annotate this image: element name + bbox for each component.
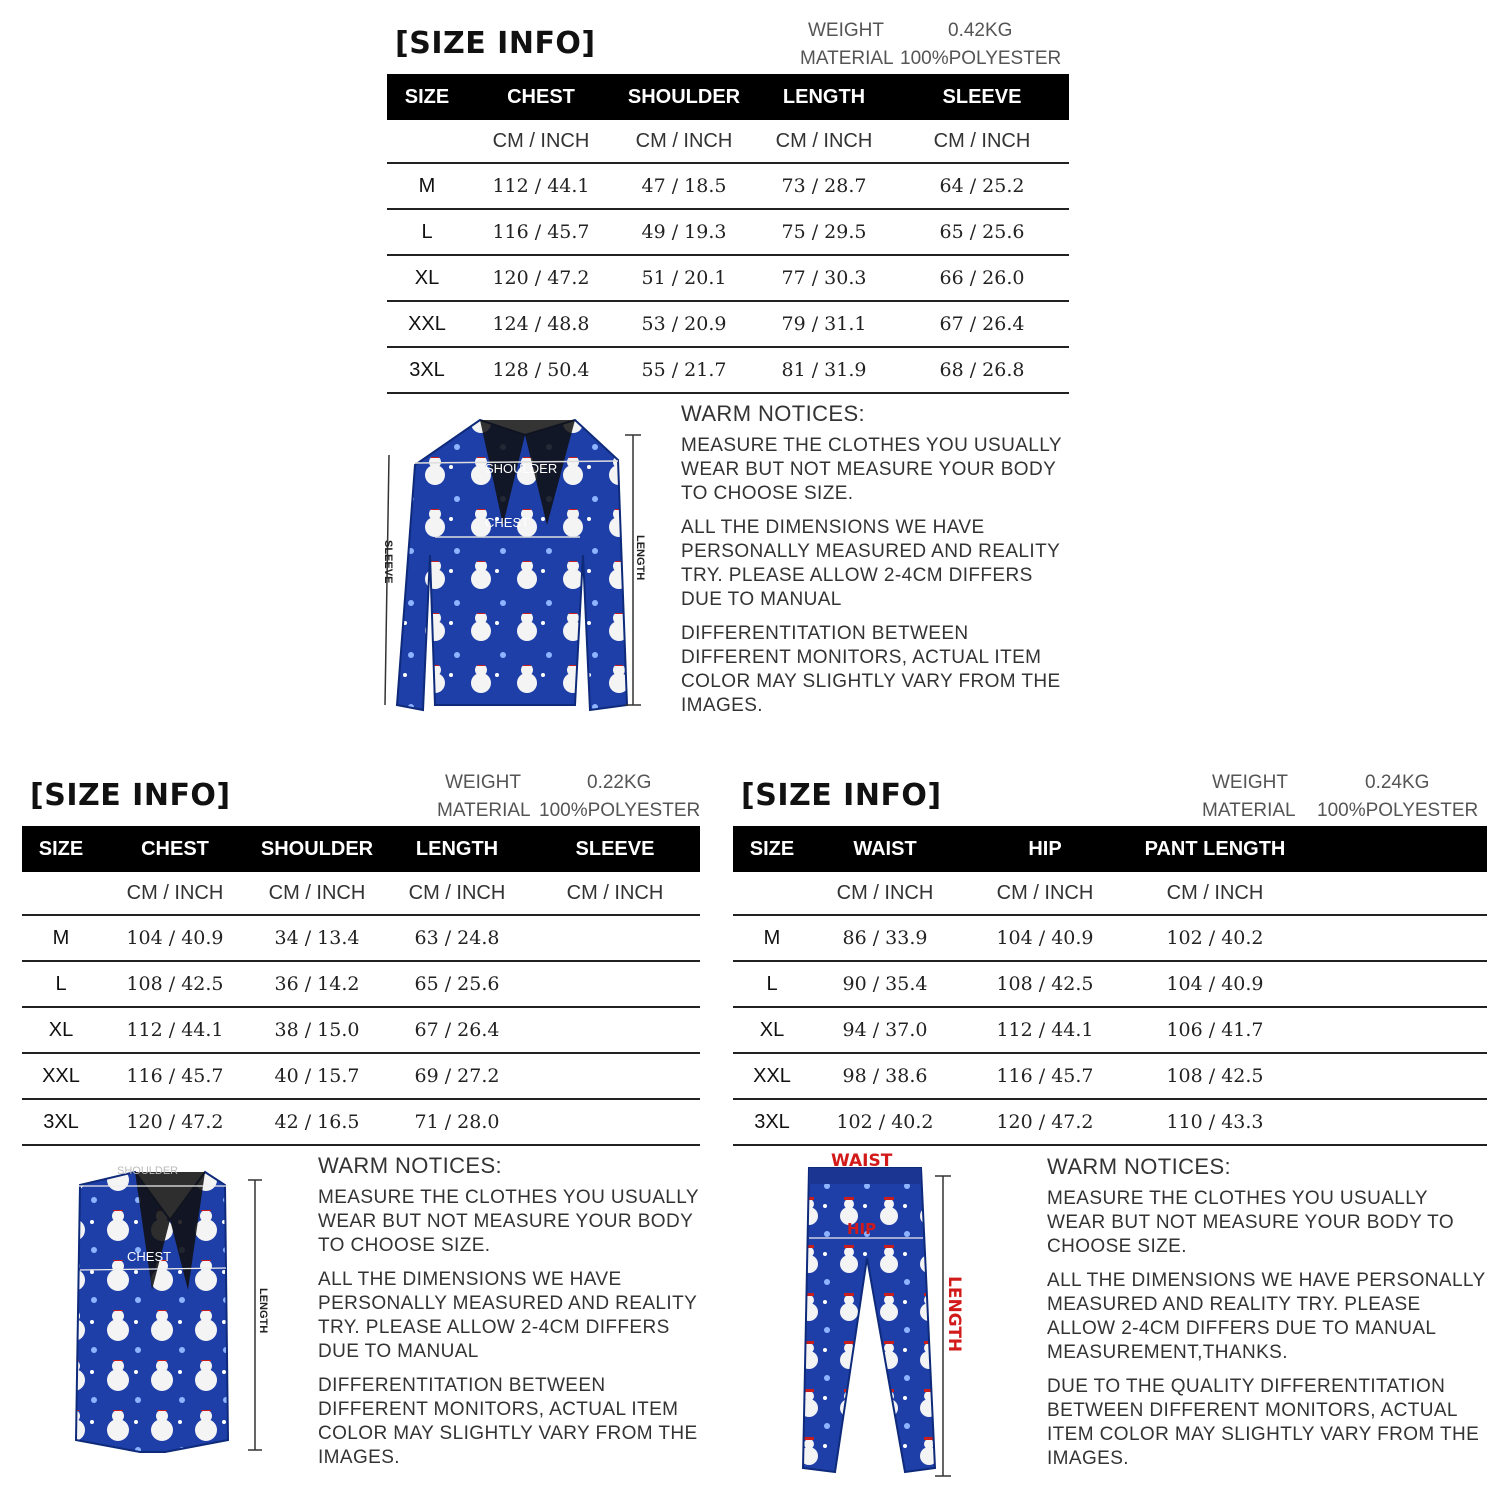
pants-notice-1: MEASURE THE CLOTHES YOU USUALLY WEAR BUT NOT MEASURE YOUR BODY TO CHOOSE SIZE.: [1047, 1188, 1455, 1257]
vest-weight-label: WEIGHT: [445, 772, 521, 793]
shoulder-cell: 34 / 13.4: [250, 915, 384, 961]
jacket-material-label: MATERIAL: [800, 48, 894, 69]
size-cell: L: [22, 961, 100, 1007]
unit-cell: CM / INCH: [1131, 872, 1299, 915]
shoulder-cell: 36 / 14.2: [250, 961, 384, 1007]
sleeve-cell: [530, 1007, 700, 1053]
unit-cell: CM / INCH: [959, 872, 1131, 915]
jacket-units-row: [387, 120, 1069, 163]
unit-cell: [22, 872, 100, 915]
vest-notice-3: DIFFERENTITATION BETWEEN DIFFERENT MONITORS, ACTUAL ITEM COLOR MAY SLIGHTLY VARY FROM THE IMAGES.: [318, 1375, 698, 1468]
unit-cell: CM / INCH: [811, 872, 959, 915]
jacket-length-label: LENGTH: [634, 535, 646, 581]
table-row: [387, 347, 1069, 393]
length-cell: 73 / 28.7: [753, 163, 895, 209]
chest-cell: 124 / 48.8: [467, 301, 615, 347]
jacket-sleeve-label: SLEEVE: [382, 540, 394, 584]
pants-body-shape: [803, 1168, 935, 1472]
sleeve-cell: 67 / 26.4: [895, 301, 1069, 347]
jacket-shoulder-label: SHOULDER: [485, 461, 558, 476]
pant-length-cell: 108 / 42.5: [1131, 1053, 1299, 1099]
shoulder-cell: 51 / 20.1: [615, 255, 753, 301]
length-cell: 77 / 30.3: [753, 255, 895, 301]
length-cell: 81 / 31.9: [753, 347, 895, 393]
vest-size-panel: [0, 760, 720, 1500]
size-cell: XL: [733, 1007, 811, 1053]
size-cell: 3XL: [22, 1099, 100, 1145]
length-cell: 63 / 24.8: [384, 915, 530, 961]
waist-cell: 90 / 35.4: [811, 961, 959, 1007]
table-row: [387, 301, 1069, 347]
chest-cell: 112 / 44.1: [100, 1007, 250, 1053]
pants-measurement-diagram: [795, 1148, 1005, 1483]
waist-cell: 86 / 33.9: [811, 915, 959, 961]
length-cell: 75 / 29.5: [753, 209, 895, 255]
jacket-weight-label: WEIGHT: [808, 20, 884, 41]
jacket-notice-1: MEASURE THE CLOTHES YOU USUALLY WEAR BUT NOT MEASURE YOUR BODY TO CHOOSE SIZE.: [681, 435, 1062, 504]
vest-notices-title: WARM NOTICES:: [318, 1153, 503, 1178]
size-cell: XL: [387, 255, 467, 301]
chest-cell: 104 / 40.9: [100, 915, 250, 961]
hip-cell: 116 / 45.7: [959, 1053, 1131, 1099]
table-row: [22, 915, 700, 961]
chest-cell: 116 / 45.7: [467, 209, 615, 255]
shoulder-cell: 40 / 15.7: [250, 1053, 384, 1099]
waist-cell: 94 / 37.0: [811, 1007, 959, 1053]
sleeve-cell: [530, 1053, 700, 1099]
vest-col-shoulder: SHOULDER: [250, 826, 384, 872]
empty-cell: [1299, 1099, 1487, 1145]
unit-cell: CM / INCH: [753, 120, 895, 163]
vest-col-sleeve: SLEEVE: [530, 826, 700, 872]
vest-size-title: [SIZE INFO]: [30, 778, 231, 813]
chest-cell: 120 / 47.2: [467, 255, 615, 301]
sleeve-cell: [530, 1099, 700, 1145]
chest-cell: 120 / 47.2: [100, 1099, 250, 1145]
vest-header-row: [22, 826, 700, 872]
empty-cell: [1299, 1007, 1487, 1053]
shoulder-cell: 55 / 21.7: [615, 347, 753, 393]
jacket-col-chest: CHEST: [467, 74, 615, 120]
jacket-col-shoulder: SHOULDER: [615, 74, 753, 120]
unit-cell: [387, 120, 467, 163]
shoulder-cell: 49 / 19.3: [615, 209, 753, 255]
vest-notice-2: ALL THE DIMENSIONS WE HAVE PERSONALLY MEASURED AND REALITY TRY. PLEASE ALLOW 2-4CM DIFFERS DUE TO MANUAL: [318, 1269, 697, 1362]
length-cell: 65 / 25.6: [384, 961, 530, 1007]
table-row: [387, 255, 1069, 301]
size-cell: M: [733, 915, 811, 961]
pants-meta: [1202, 772, 1482, 828]
jacket-size-panel: [0, 0, 1500, 740]
pants-col-waist: WAIST: [811, 826, 959, 872]
vest-notice-1: MEASURE THE CLOTHES YOU USUALLY WEAR BUT NOT MEASURE YOUR BODY TO CHOOSE SIZE.: [318, 1187, 699, 1256]
pants-notice-2: ALL THE DIMENSIONS WE HAVE PERSONALLY MEASURED AND REALITY TRY. PLEASE ALLOW 2-4CM DIFFERS DUE TO MANUAL MEASUREMENT,THANKS.: [1047, 1270, 1486, 1363]
table-row: [733, 1099, 1487, 1145]
pants-hip-label: HIP: [847, 1220, 877, 1238]
table-row: [22, 1099, 700, 1145]
chest-cell: 112 / 44.1: [467, 163, 615, 209]
length-cell: 69 / 27.2: [384, 1053, 530, 1099]
size-cell: XXL: [22, 1053, 100, 1099]
unit-cell: CM / INCH: [384, 872, 530, 915]
size-cell: 3XL: [733, 1099, 811, 1145]
vest-col-size: SIZE: [22, 826, 100, 872]
table-row: [22, 961, 700, 1007]
pants-col-empty: [1299, 826, 1487, 872]
pant-length-cell: 102 / 40.2: [1131, 915, 1299, 961]
jacket-weight-value: 0.42KG: [948, 20, 1013, 41]
jacket-col-sleeve: SLEEVE: [895, 74, 1069, 120]
vest-shoulder-label: SHOULDER: [117, 1165, 179, 1177]
pants-warm-notices: [1047, 1155, 1487, 1481]
jacket-chest-label: CHEST: [485, 515, 530, 530]
pants-weight-value: 0.24KG: [1365, 772, 1430, 793]
pants-size-title: [SIZE INFO]: [741, 778, 942, 813]
table-row: [387, 163, 1069, 209]
table-row: [733, 915, 1487, 961]
pants-col-pant-length: PANT LENGTH: [1131, 826, 1299, 872]
unit-cell: CM / INCH: [467, 120, 615, 163]
jacket-col-length: LENGTH: [753, 74, 895, 120]
pants-units-row: [733, 872, 1487, 915]
table-row: [733, 1007, 1487, 1053]
jacket-meta: [800, 20, 1070, 76]
unit-cell: CM / INCH: [100, 872, 250, 915]
size-cell: 3XL: [387, 347, 467, 393]
sleeve-cell: 65 / 25.6: [895, 209, 1069, 255]
vest-col-length: LENGTH: [384, 826, 530, 872]
pant-length-cell: 104 / 40.9: [1131, 961, 1299, 1007]
table-row: [22, 1053, 700, 1099]
vest-material-value: 100%POLYESTER: [539, 800, 701, 821]
vest-size-table: [22, 826, 700, 1146]
hip-cell: 112 / 44.1: [959, 1007, 1131, 1053]
table-row: [733, 1053, 1487, 1099]
jacket-notice-2: ALL THE DIMENSIONS WE HAVE PERSONALLY MEASURED AND REALITY TRY. PLEASE ALLOW 2-4CM DIFFERS DUE TO MANUAL: [681, 517, 1060, 610]
pants-length-label: LENGTH: [944, 1276, 964, 1353]
pants-material-value: 100%POLYESTER: [1317, 800, 1479, 821]
jacket-measurement-diagram: [375, 405, 665, 725]
sleeve-cell: 66 / 26.0: [895, 255, 1069, 301]
shoulder-cell: 47 / 18.5: [615, 163, 753, 209]
unit-cell: [1299, 872, 1487, 915]
table-row: [387, 209, 1069, 255]
pants-size-panel: [720, 760, 1500, 1500]
vest-material-label: MATERIAL: [437, 800, 531, 821]
vest-length-label: LENGTH: [257, 1288, 269, 1334]
hip-cell: 120 / 47.2: [959, 1099, 1131, 1145]
size-cell: XXL: [733, 1053, 811, 1099]
size-cell: M: [22, 915, 100, 961]
jacket-warm-notices: [681, 402, 1066, 728]
empty-cell: [1299, 961, 1487, 1007]
pants-col-hip: HIP: [959, 826, 1131, 872]
jacket-material-value: 100%POLYESTER: [900, 48, 1062, 69]
vest-weight-value: 0.22KG: [587, 772, 652, 793]
pants-header-row: [733, 826, 1487, 872]
size-cell: L: [733, 961, 811, 1007]
size-cell: XXL: [387, 301, 467, 347]
empty-cell: [1299, 1053, 1487, 1099]
pants-col-size: SIZE: [733, 826, 811, 872]
shoulder-cell: 42 / 16.5: [250, 1099, 384, 1145]
shoulder-cell: 53 / 20.9: [615, 301, 753, 347]
jacket-col-size: SIZE: [387, 74, 467, 120]
length-cell: 71 / 28.0: [384, 1099, 530, 1145]
chest-cell: 128 / 50.4: [467, 347, 615, 393]
pants-material-label: MATERIAL: [1202, 800, 1296, 821]
pants-notice-3: DUE TO THE QUALITY DIFFERENTITATION BETWEEN DIFFERENT MONITORS, ACTUAL ITEM COLOR MAY SLIGHTLY VARY FROM THE IMAGES.: [1047, 1376, 1480, 1469]
size-cell: M: [387, 163, 467, 209]
empty-cell: [1299, 915, 1487, 961]
jacket-notice-3: DIFFERENTITATION BETWEEN DIFFERENT MONITORS, ACTUAL ITEM COLOR MAY SLIGHTLY VARY FROM THE IMAGES.: [681, 623, 1061, 716]
unit-cell: CM / INCH: [530, 872, 700, 915]
vest-units-row: [22, 872, 700, 915]
sleeve-cell: [530, 961, 700, 1007]
pants-weight-label: WEIGHT: [1212, 772, 1288, 793]
unit-cell: [733, 872, 811, 915]
jacket-size-table: [387, 74, 1069, 394]
pant-length-cell: 110 / 43.3: [1131, 1099, 1299, 1145]
sleeve-cell: 68 / 26.8: [895, 347, 1069, 393]
vest-warm-notices: [318, 1154, 703, 1480]
length-cell: 67 / 26.4: [384, 1007, 530, 1053]
size-cell: L: [387, 209, 467, 255]
hip-cell: 104 / 40.9: [959, 915, 1131, 961]
hip-cell: 108 / 42.5: [959, 961, 1131, 1007]
unit-cell: CM / INCH: [250, 872, 384, 915]
sleeve-cell: 64 / 25.2: [895, 163, 1069, 209]
vest-chest-label: CHEST: [127, 1249, 172, 1264]
table-row: [733, 961, 1487, 1007]
unit-cell: CM / INCH: [615, 120, 753, 163]
waist-cell: 102 / 40.2: [811, 1099, 959, 1145]
waist-cell: 98 / 38.6: [811, 1053, 959, 1099]
size-cell: XL: [22, 1007, 100, 1053]
chest-cell: 108 / 42.5: [100, 961, 250, 1007]
pant-length-cell: 106 / 41.7: [1131, 1007, 1299, 1053]
sleeve-cell: [530, 915, 700, 961]
table-row: [22, 1007, 700, 1053]
jacket-notices-title: WARM NOTICES:: [681, 401, 866, 426]
length-cell: 79 / 31.1: [753, 301, 895, 347]
chest-cell: 116 / 45.7: [100, 1053, 250, 1099]
pants-size-table: [733, 826, 1487, 1146]
vest-meta: [437, 772, 707, 828]
vest-measurement-diagram: [60, 1160, 280, 1460]
jacket-size-title: [SIZE INFO]: [395, 26, 596, 61]
jacket-header-row: [387, 74, 1069, 120]
unit-cell: CM / INCH: [895, 120, 1069, 163]
shoulder-cell: 38 / 15.0: [250, 1007, 384, 1053]
vest-col-chest: CHEST: [100, 826, 250, 872]
pants-waist-label: WAIST: [831, 1151, 893, 1171]
pants-notices-title: WARM NOTICES:: [1047, 1154, 1232, 1179]
